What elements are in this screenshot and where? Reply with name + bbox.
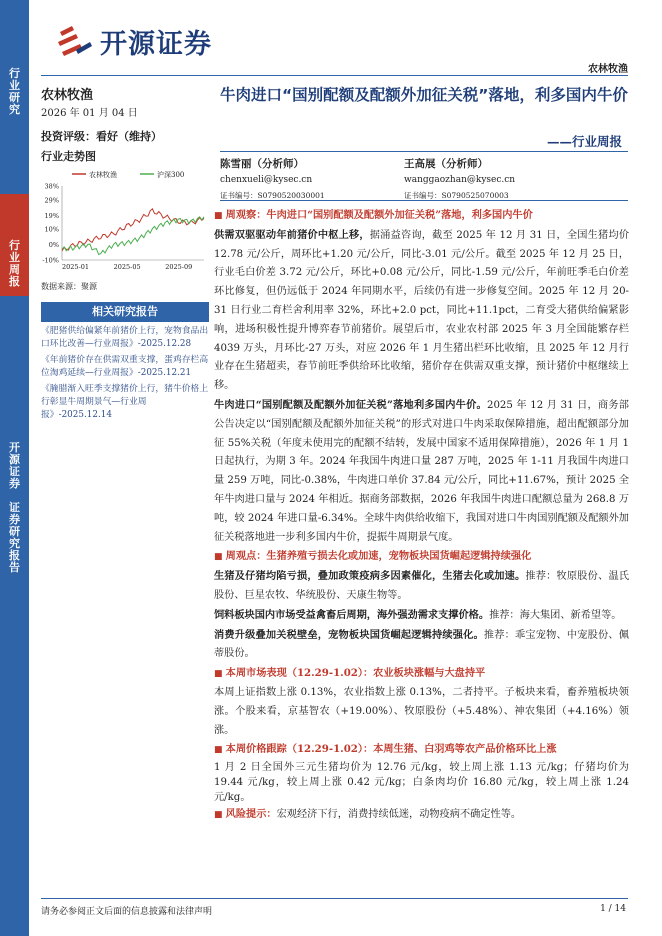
trend-chart bbox=[36, 168, 208, 276]
x-tick-label: 2025-05 bbox=[113, 263, 141, 271]
paragraph-lead: 供需双驱驱动年前猪价中枢上移， bbox=[214, 228, 370, 241]
y-tick-label: 38% bbox=[44, 182, 59, 191]
sidebar-band-bottom bbox=[0, 296, 29, 936]
paragraph-lead: 生猪及仔猪均陷亏损，叠加政策疫病多因素催化，生猪去化或加速。 bbox=[214, 570, 526, 583]
sidebar-band-top bbox=[0, 0, 29, 194]
y-tick-label: 29% bbox=[44, 196, 59, 205]
report-body bbox=[214, 206, 629, 825]
trend-chart-title: 行业走势图 bbox=[41, 150, 96, 163]
report-title: 牛肉进口“国别配额及配额外加征关税”落地，利多国内牛价 bbox=[220, 86, 628, 104]
x-tick-label: 2025-09 bbox=[165, 263, 193, 271]
page-number: 1 / 14 bbox=[600, 904, 626, 914]
x-tick-label: 2025-01 bbox=[62, 263, 90, 271]
legend-label: 农林牧渔 bbox=[89, 171, 117, 179]
analyst-name: 陈雪丽（分析师） bbox=[220, 158, 304, 170]
paragraph-text: 推荐：海大集团、新希望等。 bbox=[489, 609, 622, 621]
sidebar-mid-label: 行 业 周 报 bbox=[9, 239, 20, 288]
company-logo bbox=[56, 22, 212, 61]
paragraph-lead: 消费升级叠加关税壁垒，宠物板块国货崛起逻辑持续强化。 bbox=[214, 628, 484, 641]
footer-disclaimer: 请务必参阅正文后面的信息披露和法律声明 bbox=[41, 907, 213, 917]
company-name: 开源证券 bbox=[100, 29, 212, 60]
section-heading: ■ 本周价格跟踪（12.29-1.02）：本周生猪、白羽鸡等农产品价格环比上涨 bbox=[214, 740, 629, 760]
sector-label: 农林牧渔 bbox=[41, 88, 94, 103]
paragraph-lead: 牛肉进口“国别配额及配额外加征关税”落地利多国内牛价。 bbox=[214, 398, 487, 411]
y-tick-label: 0% bbox=[48, 241, 59, 250]
series-line bbox=[62, 217, 204, 255]
paragraph: 1 月 2 日全国外三元生猪均价为 12.76 元/kg，较上周上涨 1.13 元/kg；仔猪均价为 19.44 元/kg，较上周上涨 0.42 元/kg；白条肉均价 16.80 元/kg，较上周上涨 1.24 元/kg。 bbox=[214, 762, 629, 804]
section-heading: ■ 周观点：生猪养殖亏损去化或加速，宠物板块国货崛起逻辑持续强化 bbox=[214, 547, 629, 567]
y-tick-label: -10% bbox=[42, 256, 59, 265]
paragraph-text: 推荐：牧原股份、温氏股份、巨星农牧、华统股份、天康生物等。 bbox=[214, 571, 630, 601]
sidebar-band-mid bbox=[0, 194, 29, 296]
paragraph-text: 2025 年 12 月 31 日，商务部公告决定以“国别配额及配额外加征关税”的形式对进口牛肉采取保障措施，超出配额部分加征 55%关税（年度未使用完的配额不结转，发展中国家不适用保障措施），2026 年 1 月 1 日起执行，为期 3 年。2024 年我国牛肉进口量 287 万吨，2025 年 1-11 月我国牛肉进口量 259 万吨，同比-0.38%，牛肉进口单价 37.84 元/公斤，同比+11.67%，预计 2025 全年牛肉进口量与 2024 年相近。据商务部数据，2026 年我国牛肉进口配额总量为 268.8 万吨，较 2024 年进口量-6.34%。全球牛肉供给收缩下，我国对进口牛肉国别配额及配额外加征关税落地进一步利多国内牛价，提振牛周期景气度。 bbox=[214, 399, 629, 543]
paragraph bbox=[214, 567, 629, 606]
paragraph-text: 宏观经济下行，消费持续低迷，动物疫病不确定性等。 bbox=[276, 809, 522, 821]
paragraph bbox=[214, 606, 629, 626]
header-sector-tag: 农林牧渔 bbox=[588, 64, 628, 75]
analyst-email[interactable]: chenxueli@kysec.cn bbox=[220, 175, 313, 185]
paragraph bbox=[214, 396, 629, 547]
chart-source: 数据来源：聚源 bbox=[41, 282, 97, 291]
related-report-link[interactable]: 《肥猪供给偏紧年前猪价上行，宠物食品出口环比改善—行业周报》-2025.12.28 bbox=[41, 326, 209, 349]
analyst-cert: 证书编号：S0790525070003 bbox=[404, 191, 509, 200]
section-heading: ■ 风险提示： bbox=[214, 808, 277, 820]
paragraph-lead: 饲料板块国内市场受益禽畜后周期，海外强劲需求支撑价格。 bbox=[214, 608, 490, 621]
paragraph-text: 据涌益咨询，截至 2025 年 12 月 31 日，全国生猪均价 12.78 元/公斤，周环比+1.20 元/公斤，同比-3.01 元/公斤。截至 2025 年 12 月 25 日，行业毛白价差 3.72 元/公斤，环比+0.08 元/公斤，同比-1.59 元/公斤，年前旺季毛白价差环比修复，但仍远低于 2024 年同期水平，后续仍有进一步修复空间。2025 年 12 月 20-31 日行业二育栏舍利用率 32%，环比+2.0 pct，同比+11.1pct，二育受大猪供给偏紧影响，进场积极性提升博弈春节前猪价。展望后市，农业农村部 2025 年 3 月全国能繁存栏 4039 万头，月环比-27 万头，对应 2026 年 1 月生猪出栏环比收缩，且 2025 年 12 月行业存在生猪超卖，春节前旺季供给环比收缩，猪价存在供需双重支撑，预计猪价中枢继续上移。 bbox=[214, 229, 630, 392]
related-reports-title: 相关研究报告 bbox=[41, 302, 209, 322]
logo-mark-icon bbox=[56, 24, 94, 60]
analyst-cert: 证书编号：S0790520030001 bbox=[220, 191, 325, 200]
legend-label: 沪深300 bbox=[157, 171, 185, 179]
analyst-name: 王高展（分析师） bbox=[404, 158, 488, 170]
section-heading: ■ 周观察：牛肉进口“国别配额及配额外加征关税”落地，利多国内牛价 bbox=[214, 206, 629, 226]
risk-line bbox=[214, 805, 629, 825]
related-report-link[interactable]: 《年前猪价存在供需双重支撑，蛋鸡存栏高位淘鸡延续—行业周报》-2025.12.21 bbox=[41, 355, 209, 378]
footer-divider bbox=[41, 898, 628, 899]
y-tick-label: 19% bbox=[44, 211, 59, 220]
related-report-link[interactable]: 《腌腊渐入旺季支撑猪价上行，猪牛价格上行彰显牛周期景气—行业周报》-2025.12.14 bbox=[41, 384, 209, 420]
title-divider bbox=[220, 151, 628, 152]
paragraph bbox=[214, 626, 629, 665]
report-type: ——行业周报 bbox=[546, 134, 622, 149]
paragraph-text: 推荐：乖宝宠物、中宠股份、佩蒂股份。 bbox=[214, 629, 629, 660]
analyst-divider bbox=[220, 200, 628, 201]
paragraph bbox=[214, 226, 629, 396]
related-reports-list bbox=[41, 325, 211, 425]
sidebar-bottom-label: 开 源 证 券 证 券 研 究 报 告 bbox=[9, 441, 20, 574]
y-tick-label: 10% bbox=[44, 225, 59, 234]
sidebar-top-label: 行 业 研 究 bbox=[9, 67, 20, 116]
paragraph: 本周上证指数上涨 0.13%，农业指数上涨 0.13%，二者持平。子板块来看，畜养殖板块领涨。个股来看，京基智农（+19.00%）、牧原股份（+5.48%）、神农集团（+4.16%）领涨。 bbox=[214, 686, 629, 736]
section-heading: ■ 本周市场表现（12.29-1.02）：农业板块涨幅与大盘持平 bbox=[214, 664, 629, 684]
analyst-card bbox=[404, 156, 515, 201]
analyst-email[interactable]: wanggaozhan@kysec.cn bbox=[404, 175, 516, 185]
investment-rating: 投资评级：看好（维持） bbox=[41, 130, 162, 143]
report-date: 2026 年 01 月 04 日 bbox=[41, 108, 138, 119]
header-divider bbox=[41, 75, 628, 76]
analyst-card bbox=[220, 156, 325, 201]
